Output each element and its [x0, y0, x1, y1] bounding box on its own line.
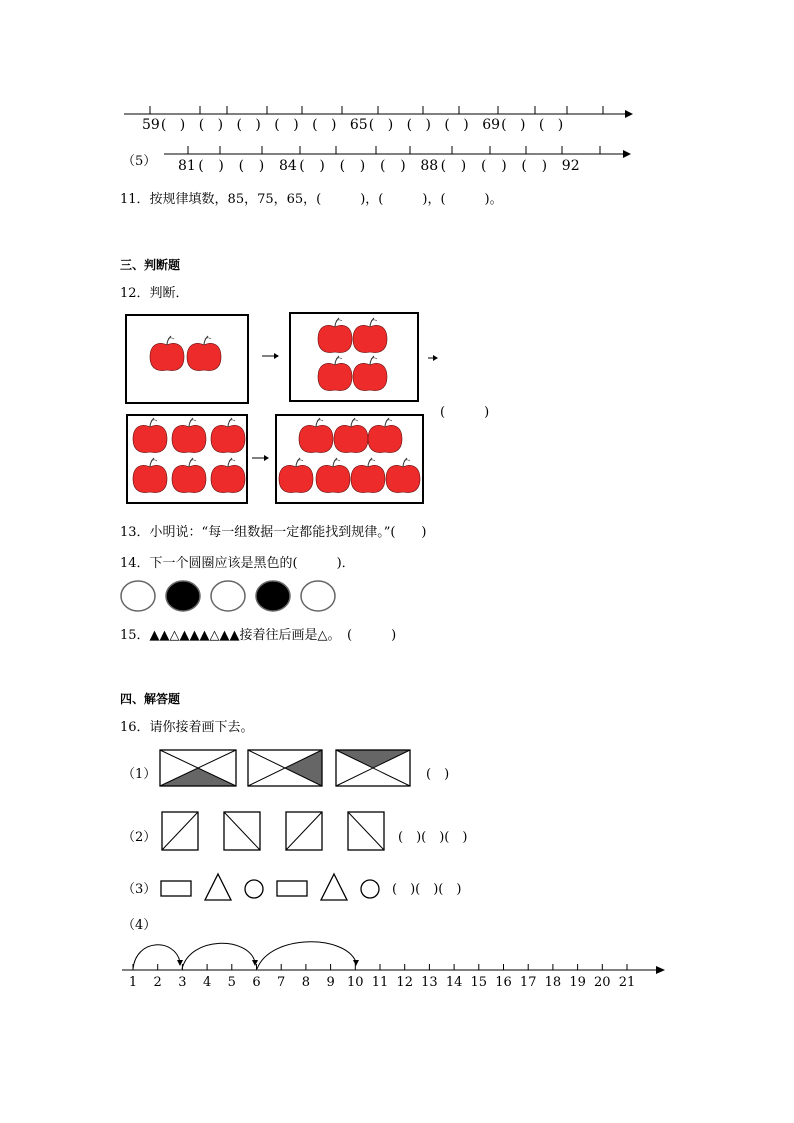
tick-label: 11	[371, 975, 389, 990]
numberline-label: )	[425, 117, 431, 133]
part-2-answer: ( )( )( )	[398, 830, 468, 845]
tick-label: 3	[178, 975, 187, 990]
apple-icon	[133, 458, 167, 493]
numberline-label: 88	[420, 158, 439, 174]
apple-icon	[353, 318, 387, 353]
numberline-label: )	[218, 158, 224, 174]
question-16: 16．请你接着画下去。	[120, 720, 254, 735]
shape-sequence	[158, 870, 388, 904]
numberline-label: 59	[142, 117, 160, 133]
apple-pattern-figure	[120, 308, 450, 508]
tick-label: 18	[544, 975, 562, 990]
apple-icon	[187, 336, 221, 371]
numberline-label: )	[400, 158, 406, 174]
tick-label: 21	[618, 975, 636, 990]
apple-icon	[318, 356, 352, 391]
number-line-81-92	[160, 144, 660, 178]
black-circle	[256, 581, 290, 611]
numberline-label: )	[319, 158, 325, 174]
numberline-label: (	[160, 117, 167, 133]
numberline-label: )	[387, 117, 394, 133]
question-15: 15．▲▲△▲▲▲△▲▲接着往后画是△。 ( )	[120, 628, 397, 643]
numberline-label: (	[274, 117, 280, 133]
tick-label: 20	[594, 975, 611, 990]
numberline-label: (	[444, 117, 450, 133]
white-circle	[301, 581, 335, 611]
numberline-label: 92	[561, 158, 580, 174]
black-circle	[166, 581, 200, 611]
numberline-label: 65	[349, 117, 368, 133]
question-12: 12．判断．	[120, 286, 189, 301]
numberline-label: (	[299, 158, 305, 174]
question-12-answer: ( )	[440, 405, 490, 420]
white-circle	[211, 581, 245, 611]
part-2-label: （2）	[122, 830, 157, 845]
numberline-label: (	[312, 117, 318, 133]
numberline-label: (	[501, 117, 507, 133]
apple-icon	[318, 318, 352, 353]
part-3-answer: ( )( )( )	[392, 882, 462, 897]
question-13: 13．小明说：“每一组数据一定都能找到规律。”( )	[120, 525, 427, 540]
numberline-label: )	[541, 158, 548, 174]
question-14: 14．下一个圆圈应该是黑色的( )．	[120, 556, 355, 571]
numberline-label: )	[557, 117, 564, 133]
apple-icon	[172, 458, 206, 493]
apple-icon	[316, 458, 350, 493]
numberline-label: )	[258, 158, 265, 174]
numberline-label: (	[198, 117, 205, 133]
numberline-label: )	[463, 117, 469, 133]
numberline-label: (	[538, 117, 545, 133]
numberline-label: )	[179, 117, 186, 133]
apple-icon	[279, 458, 313, 493]
numberline-label: (	[238, 158, 245, 174]
apple-icon	[172, 418, 206, 453]
circle-pattern	[118, 578, 343, 616]
part-1-answer: ( )	[426, 767, 450, 782]
numberline-label: (	[406, 117, 413, 133]
apple-icon	[211, 458, 245, 493]
tick-label: 4	[202, 975, 212, 990]
white-circle	[121, 581, 155, 611]
numberline-label: (	[368, 117, 375, 133]
numberline-label: )	[520, 117, 526, 133]
apple-icon	[386, 458, 420, 493]
tick-label: 2	[153, 975, 162, 990]
part-4-label: （4）	[122, 918, 157, 933]
tick-label: 5	[227, 975, 236, 990]
jump-number-line	[120, 936, 670, 992]
numberline-label: 84	[279, 158, 297, 174]
tick-label: 13	[421, 975, 438, 990]
tick-label: 12	[396, 975, 413, 990]
numberline-label: )	[217, 117, 224, 133]
tick-label: 14	[445, 975, 463, 990]
part-3-label: （3）	[122, 882, 157, 897]
numberline-label: (	[481, 158, 487, 174]
numberline-label: )	[293, 117, 299, 133]
apple-icon	[351, 458, 385, 493]
diagonal-squares	[160, 810, 390, 854]
tick-label: 6	[252, 975, 261, 990]
numberline-label: (	[521, 158, 527, 174]
tick-label: 15	[470, 975, 488, 990]
apple-icon	[334, 418, 368, 453]
numberline-label: )	[501, 158, 507, 174]
apple-icon	[133, 418, 167, 453]
section-3-title: 三、判断题	[120, 258, 181, 272]
apple-icon	[368, 418, 402, 453]
crossed-rectangles	[158, 748, 418, 790]
numberline-label: )	[460, 158, 467, 174]
numberline-label: (	[198, 158, 204, 174]
numberline-label: (	[440, 158, 447, 174]
apple-icon	[353, 356, 387, 391]
tick-label: 16	[495, 975, 512, 990]
section-4-title: 四、解答题	[120, 692, 181, 706]
part-1-label: （1）	[122, 767, 157, 782]
tick-label: 17	[519, 975, 537, 990]
numberline-label: )	[255, 117, 261, 133]
numberline-label: (	[236, 117, 242, 133]
apple-icon	[211, 418, 245, 453]
question-11: 11．按规律填数，85，75，65，( )，( )，( )。	[120, 192, 503, 207]
numberline-label: 81	[178, 158, 196, 174]
tick-label: 1	[128, 975, 138, 990]
apple-icon	[150, 336, 184, 371]
tick-label: 7	[277, 975, 286, 990]
tick-label: 8	[301, 975, 311, 990]
number-line-59-69	[120, 102, 640, 136]
tick-label: 10	[347, 975, 364, 990]
numberline-label: 69	[482, 117, 501, 133]
numberline-label: )	[331, 117, 337, 133]
numberline-label: (	[380, 158, 386, 174]
numberline-label: )	[359, 158, 366, 174]
numberline-label: (	[339, 158, 346, 174]
tick-label: 9	[326, 975, 335, 990]
apple-icon	[299, 418, 333, 453]
tick-label: 19	[569, 975, 586, 990]
numberline-5-label: （5）	[122, 154, 157, 169]
